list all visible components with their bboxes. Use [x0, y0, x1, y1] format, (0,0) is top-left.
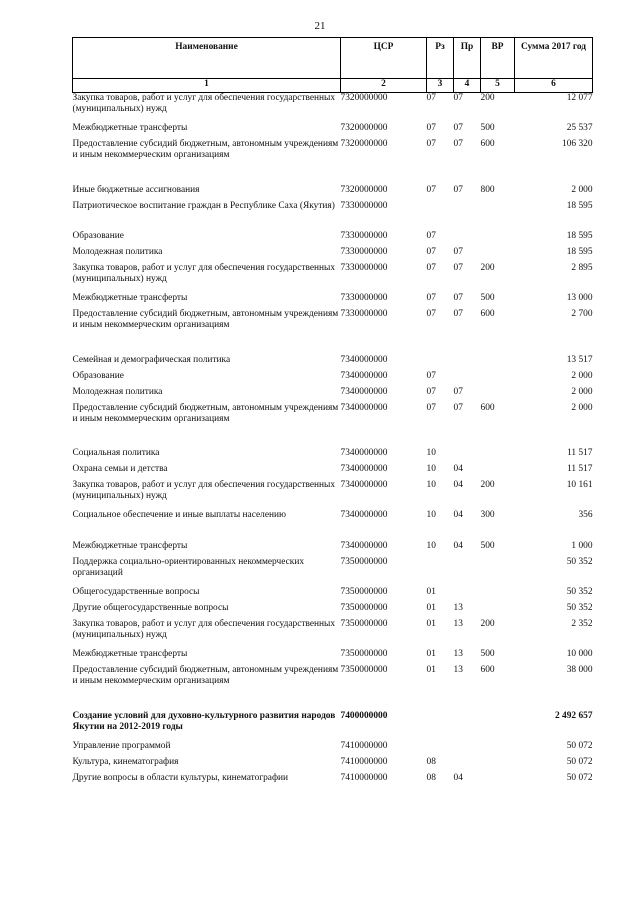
cell-csr: 7320000000 — [340, 138, 388, 149]
cell-rz — [427, 557, 454, 587]
cell-pr — [454, 231, 481, 247]
cell-name: Предоставление субсидий бюджетным, автономным учреждениям и иным некоммерческим организациям — [72, 138, 339, 160]
cell-csr: 7340000000 — [340, 479, 388, 490]
cell-csr: 7340000000 — [340, 370, 388, 381]
cell-csr: 7410000000 — [340, 772, 388, 783]
table-row — [73, 619, 593, 649]
cell-sum: 2 895 — [571, 262, 593, 273]
cell-rz: 07 — [426, 262, 436, 273]
cell-name: Закупка товаров, работ и услуг для обеспечения государственных (муниципальных) нужд — [72, 93, 336, 114]
cell-sum: 2 352 — [571, 618, 593, 629]
column-number: 4 — [454, 79, 481, 93]
cell-csr: 7340000000 — [340, 540, 388, 551]
cell-rz: 10 — [426, 447, 436, 458]
table-row — [73, 665, 593, 711]
cell-pr: 07 — [453, 308, 463, 319]
cell-rz: 01 — [426, 602, 436, 613]
cell-name: Патриотическое воспитание граждан в Республике Саха (Якутия) — [72, 200, 335, 211]
cell-name: Молодежная политика — [72, 386, 163, 397]
cell-vr — [481, 387, 515, 403]
column-number: 6 — [515, 79, 593, 93]
table-row — [73, 387, 593, 403]
cell-pr — [454, 448, 481, 464]
cell-vr — [481, 557, 515, 587]
cell-csr: 7330000000 — [340, 308, 388, 319]
cell-sum: 11 517 — [567, 463, 593, 474]
cell-sum: 38 000 — [566, 664, 593, 675]
cell-sum: 50 352 — [566, 556, 593, 567]
cell-vr: 500 — [480, 540, 495, 551]
cell-csr: 7320000000 — [340, 184, 388, 195]
cell-vr: 600 — [480, 402, 495, 413]
cell-rz: 08 — [426, 756, 436, 767]
cell-sum: 50 072 — [566, 772, 593, 783]
cell-name: Межбюджетные трансферты — [72, 540, 188, 551]
table-row — [73, 464, 593, 480]
table-row — [73, 403, 593, 448]
cell-rz — [427, 711, 454, 741]
cell-pr — [454, 557, 481, 587]
cell-csr: 7330000000 — [340, 246, 388, 257]
cell-name: Молодежная политика — [72, 246, 163, 257]
cell-rz: 10 — [426, 540, 436, 551]
table-row — [73, 371, 593, 387]
table-row — [73, 603, 593, 619]
cell-vr: 200 — [480, 262, 495, 273]
cell-sum: 50 072 — [566, 756, 593, 767]
cell-sum: 2 492 657 — [555, 710, 593, 721]
cell-csr: 7340000000 — [340, 447, 388, 458]
cell-vr — [481, 773, 515, 789]
table-row — [73, 309, 593, 355]
cell-pr: 07 — [453, 138, 463, 149]
cell-pr: 13 — [453, 618, 463, 629]
table-row — [73, 510, 593, 541]
cell-rz: 10 — [426, 509, 436, 520]
cell-vr: 600 — [480, 308, 495, 319]
cell-rz: 07 — [426, 402, 436, 413]
cell-csr: 7350000000 — [340, 648, 388, 659]
cell-pr: 07 — [453, 402, 463, 413]
cell-csr: 7340000000 — [340, 402, 388, 413]
cell-name: Создание условий для духовно-культурного развития народов Якутии на 2012-2019 годы — [72, 710, 336, 732]
cell-name: Межбюджетные трансферты — [72, 292, 188, 303]
table-body — [73, 93, 593, 789]
cell-vr — [481, 371, 515, 387]
cell-rz: 07 — [426, 308, 436, 319]
column-number: 5 — [481, 79, 515, 93]
header-csr: ЦСР — [341, 38, 427, 79]
cell-vr — [481, 587, 515, 603]
cell-sum: 50 352 — [566, 586, 593, 597]
cell-vr — [481, 464, 515, 480]
cell-sum: 1 000 — [571, 540, 593, 551]
budget-table — [72, 37, 593, 789]
cell-vr: 300 — [480, 509, 495, 520]
cell-name: Предоставление субсидий бюджетным, автономным учреждениям и иным некоммерческим организациям — [72, 308, 339, 330]
cell-pr: 07 — [453, 93, 463, 103]
cell-pr — [454, 711, 481, 741]
cell-name: Образование — [72, 230, 124, 241]
table-row — [73, 480, 593, 510]
cell-sum: 10 000 — [566, 648, 593, 659]
cell-name: Охрана семьи и детства — [72, 463, 168, 474]
cell-csr: 7350000000 — [340, 618, 388, 629]
cell-rz — [427, 741, 454, 757]
page-number: 21 — [314, 20, 326, 32]
cell-rz: 01 — [426, 618, 436, 629]
cell-vr — [481, 448, 515, 464]
cell-vr — [481, 603, 515, 619]
cell-vr — [481, 231, 515, 247]
cell-rz: 10 — [426, 479, 436, 490]
cell-csr: 7410000000 — [340, 756, 388, 767]
header-name: Наименование — [73, 38, 341, 79]
cell-rz: 01 — [426, 648, 436, 659]
column-number: 1 — [73, 79, 341, 93]
cell-csr: 7350000000 — [340, 586, 388, 597]
table-row — [73, 185, 593, 201]
cell-vr: 600 — [480, 138, 495, 149]
cell-csr: 7330000000 — [340, 230, 388, 241]
cell-csr: 7320000000 — [340, 93, 388, 103]
cell-vr: 200 — [480, 618, 495, 629]
cell-pr: 04 — [453, 772, 463, 783]
cell-sum: 106 320 — [562, 138, 593, 149]
cell-csr: 7350000000 — [340, 556, 388, 567]
cell-vr: 200 — [480, 479, 495, 490]
cell-csr: 7330000000 — [340, 292, 388, 303]
cell-vr — [481, 711, 515, 741]
table-row — [73, 587, 593, 603]
table-row — [73, 448, 593, 464]
cell-pr: 13 — [453, 648, 463, 659]
cell-rz: 10 — [426, 463, 436, 474]
cell-vr: 200 — [480, 93, 495, 103]
cell-rz: 07 — [426, 292, 436, 303]
cell-pr: 04 — [453, 463, 463, 474]
cell-pr — [454, 741, 481, 757]
cell-name: Поддержка социально-ориентированных некоммерческих организаций — [72, 556, 305, 578]
cell-csr: 7330000000 — [340, 262, 388, 273]
cell-sum: 2 000 — [571, 402, 593, 413]
cell-sum: 2 000 — [571, 386, 593, 397]
cell-name: Другие вопросы в области культуры, кинематографии — [72, 772, 289, 783]
cell-sum: 12 077 — [566, 93, 593, 103]
cell-pr — [454, 355, 481, 371]
cell-rz: 07 — [426, 138, 436, 149]
cell-sum: 13 517 — [566, 354, 593, 365]
table-row — [73, 123, 593, 139]
table-row — [73, 711, 593, 741]
cell-vr — [481, 201, 515, 231]
cell-name: Предоставление субсидий бюджетным, автономным учреждениям и иным некоммерческим организациям — [72, 664, 339, 686]
cell-sum: 356 — [578, 509, 593, 520]
cell-pr — [454, 587, 481, 603]
table-row — [73, 263, 593, 293]
table-row — [73, 757, 593, 773]
cell-vr — [481, 355, 515, 371]
cell-sum: 2 000 — [571, 370, 593, 381]
cell-sum: 18 595 — [566, 230, 593, 241]
column-number: 2 — [341, 79, 427, 93]
cell-pr: 13 — [453, 664, 463, 675]
cell-rz: 07 — [426, 386, 436, 397]
cell-sum: 18 595 — [566, 200, 593, 211]
cell-csr: 7330000000 — [340, 200, 388, 211]
cell-pr: 07 — [453, 262, 463, 273]
cell-vr — [481, 247, 515, 263]
cell-name: Общегосударственные вопросы — [72, 586, 200, 597]
header-vr: ВР — [481, 38, 515, 79]
cell-name: Культура, кинематография — [72, 756, 179, 767]
table-row — [73, 557, 593, 587]
cell-csr: 7400000000 — [340, 710, 388, 721]
cell-rz: 08 — [426, 772, 436, 783]
cell-pr: 07 — [453, 386, 463, 397]
cell-csr: 7340000000 — [340, 354, 388, 365]
cell-name: Другие общегосударственные вопросы — [72, 602, 229, 613]
cell-rz — [427, 201, 454, 231]
cell-vr — [481, 741, 515, 757]
cell-pr: 04 — [453, 540, 463, 551]
header-rz: Рз — [427, 38, 454, 79]
cell-vr: 600 — [480, 664, 495, 675]
cell-vr: 500 — [480, 292, 495, 303]
cell-sum: 2 700 — [571, 308, 593, 319]
table-row — [73, 247, 593, 263]
column-number: 3 — [427, 79, 454, 93]
cell-csr: 7340000000 — [340, 509, 388, 520]
cell-sum: 50 072 — [566, 740, 593, 751]
cell-rz: 01 — [426, 586, 436, 597]
cell-sum: 18 595 — [566, 246, 593, 257]
cell-sum: 10 161 — [566, 479, 593, 490]
cell-sum: 25 537 — [566, 122, 593, 133]
cell-rz: 07 — [426, 184, 436, 195]
cell-csr: 7350000000 — [340, 602, 388, 613]
cell-sum: 13 000 — [566, 292, 593, 303]
cell-csr: 7350000000 — [340, 664, 388, 675]
header-row — [73, 38, 593, 79]
cell-pr: 07 — [453, 122, 463, 133]
cell-rz: 01 — [426, 664, 436, 675]
cell-rz: 07 — [426, 122, 436, 133]
cell-sum: 50 352 — [566, 602, 593, 613]
header-pr: Пр — [454, 38, 481, 79]
cell-pr: 07 — [453, 292, 463, 303]
cell-name: Закупка товаров, работ и услуг для обеспечения государственных (муниципальных) нужд — [72, 262, 336, 284]
cell-rz: 07 — [426, 370, 436, 381]
cell-vr: 800 — [480, 184, 495, 195]
header-sum: Сумма 2017 год — [515, 38, 593, 79]
cell-csr: 7320000000 — [340, 122, 388, 133]
table-row — [73, 93, 593, 123]
table-row — [73, 649, 593, 665]
table-row — [73, 741, 593, 757]
cell-csr: 7410000000 — [340, 740, 388, 751]
cell-name: Социальная политика — [72, 447, 160, 458]
table-row — [73, 293, 593, 309]
cell-rz: 07 — [426, 93, 436, 103]
cell-vr: 500 — [480, 122, 495, 133]
table-row — [73, 541, 593, 557]
cell-sum: 2 000 — [571, 184, 593, 195]
cell-rz — [427, 355, 454, 371]
cell-pr: 07 — [453, 184, 463, 195]
cell-vr — [481, 757, 515, 773]
cell-csr: 7340000000 — [340, 386, 388, 397]
cell-csr: 7340000000 — [340, 463, 388, 474]
cell-name: Семейная и демографическая политика — [72, 354, 231, 365]
cell-pr — [454, 371, 481, 387]
cell-name: Межбюджетные трансферты — [72, 648, 188, 659]
cell-name: Межбюджетные трансферты — [72, 122, 188, 133]
cell-pr: 04 — [453, 509, 463, 520]
cell-name: Закупка товаров, работ и услуг для обеспечения государственных (муниципальных) нужд — [72, 618, 336, 640]
cell-pr — [454, 757, 481, 773]
cell-name: Образование — [72, 370, 124, 381]
cell-name: Управление программой — [72, 740, 171, 751]
cell-name: Закупка товаров, работ и услуг для обеспечения государственных (муниципальных) нужд — [72, 479, 336, 501]
cell-rz: 07 — [426, 246, 436, 257]
cell-pr: 07 — [453, 246, 463, 257]
cell-sum: 11 517 — [567, 447, 593, 458]
cell-rz: 07 — [426, 230, 436, 241]
cell-name: Предоставление субсидий бюджетным, автономным учреждениям и иным некоммерческим организациям — [72, 402, 339, 424]
table-row — [73, 201, 593, 231]
cell-name: Иные бюджетные ассигнования — [72, 184, 200, 195]
table-row — [73, 773, 593, 789]
cell-vr: 500 — [480, 648, 495, 659]
table-row — [73, 231, 593, 247]
cell-pr — [454, 201, 481, 231]
cell-pr: 04 — [453, 479, 463, 490]
column-number-row — [73, 79, 593, 93]
table-row — [73, 355, 593, 371]
cell-name: Социальное обеспечение и иные выплаты населению — [72, 509, 287, 520]
table-row — [73, 139, 593, 185]
cell-pr: 13 — [453, 602, 463, 613]
